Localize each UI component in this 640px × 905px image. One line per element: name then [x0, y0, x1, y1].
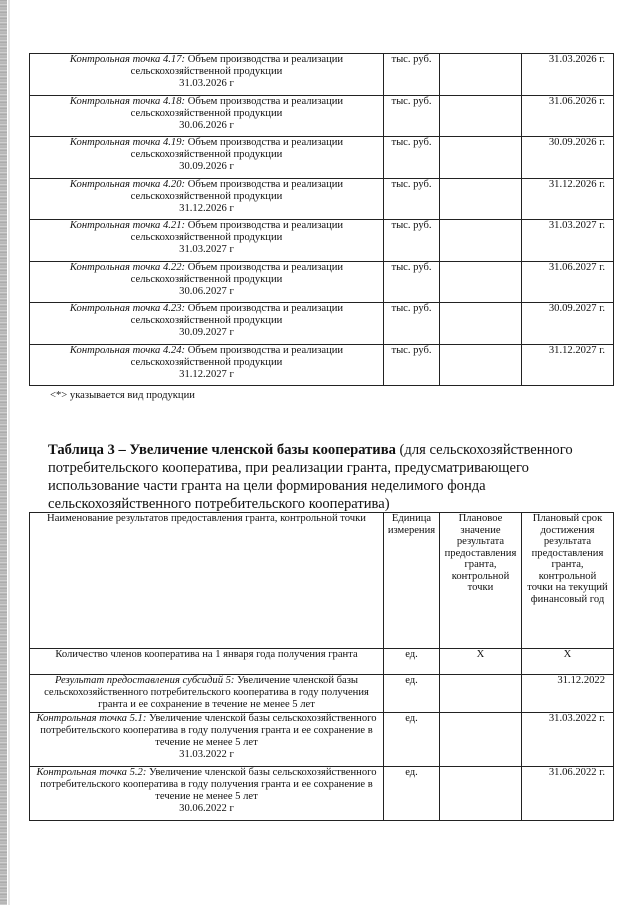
unit-cell: тыс. руб.	[384, 220, 440, 262]
checkpoint-date: 30.06.2022 г	[179, 803, 234, 814]
checkpoint-date: 30.09.2027 г	[179, 327, 234, 338]
members-deadline: Х	[522, 649, 614, 675]
checkpoint-label-italic: Контрольная точка 4.21:	[69, 220, 186, 231]
checkpoint-label	[30, 54, 384, 96]
checkpoint-label	[30, 220, 384, 262]
checkpoint-label-text: Увеличение членской базы сельскохозяйственного потребительского кооператива в году получения гранта и ее сохранение в течение не менее 5 лет	[40, 713, 377, 748]
checkpoint-label-text: Увеличение членской базы сельскохозяйственного потребительского кооператива в году получения гранта и ее сохранение в течение не менее 5 лет	[40, 767, 377, 802]
table3-heading	[48, 441, 616, 513]
checkpoint-date: 31.03.2022 г	[179, 749, 234, 760]
unit-cell: тыс. руб.	[384, 95, 440, 137]
checkpoint-label-italic: Контрольная точка 4.18:	[69, 95, 186, 107]
table-header-row	[30, 513, 614, 649]
unit-cell: тыс. руб.	[384, 344, 440, 386]
result-label-text: Увеличение членской базы сельскохозяйственного потребительского кооператива в году получения гранта и ее сохранение в течение не менее 5 лет	[44, 675, 369, 710]
result-plan	[440, 675, 522, 713]
checkpoint-label	[30, 344, 384, 386]
checkpoint-date: 30.09.2026 г	[179, 161, 234, 172]
production-table	[29, 53, 614, 386]
checkpoint-label	[30, 178, 384, 220]
checkpoint-label	[30, 713, 384, 767]
table-row	[30, 137, 614, 179]
checkpoint-date: 31.03.2026 г	[179, 78, 234, 89]
result-label-italic: Результат предоставления субсидий 5:	[54, 675, 235, 686]
deadline-cell: 31.12.2026 г.	[522, 178, 614, 220]
checkpoint-label-text: Объем производства и реализации сельскохозяйственной продукции	[130, 344, 344, 368]
checkpoint-label-italic: Контрольная точка 5.1:	[36, 713, 147, 724]
checkpoint-label-text: Объем производства и реализации сельскохозяйственной продукции	[130, 95, 344, 119]
unit-cell: ед.	[384, 767, 440, 821]
unit-cell: тыс. руб.	[384, 137, 440, 179]
table-row	[30, 767, 614, 821]
membership-table	[29, 512, 614, 821]
checkpoint-date: 31.12.2026 г	[179, 202, 234, 214]
plan-cell	[440, 178, 522, 220]
table-row-result	[30, 675, 614, 713]
deadline-cell: 31.06.2026 г.	[522, 95, 614, 137]
scan-edge-artifact	[0, 0, 7, 905]
deadline-cell: 31.03.2026 г.	[522, 54, 614, 96]
checkpoint-label-italic: Контрольная точка 4.23:	[69, 303, 186, 314]
checkpoint-label-italic: Контрольная точка 4.17:	[69, 54, 186, 65]
unit-cell: тыс. руб.	[384, 261, 440, 303]
unit-cell: тыс. руб.	[384, 54, 440, 96]
deadline-cell: 31.03.2027 г.	[522, 220, 614, 262]
plan-cell	[440, 95, 522, 137]
table-row	[30, 261, 614, 303]
checkpoint-date: 31.12.2027 г	[179, 368, 234, 380]
checkpoint-label-text: Объем производства и реализации сельскохозяйственной продукции	[130, 137, 344, 160]
table3-title: Таблица 3 – Увеличение членской базы кооператива	[48, 442, 396, 458]
footnote: <*> указывается вид продукции	[50, 390, 195, 401]
members-plan: Х	[440, 649, 522, 675]
checkpoint-label	[30, 767, 384, 821]
checkpoint-label-italic: Контрольная точка 4.24:	[69, 344, 186, 356]
checkpoint-label-text: Объем производства и реализации сельскохозяйственной продукции	[130, 54, 344, 77]
table-row	[30, 344, 614, 386]
plan-cell	[440, 713, 522, 767]
header-deadline: Плановый срок достижения результата предоставления гранта, контрольной точки на текущий финансовый год	[522, 513, 614, 649]
scan-edge-line	[8, 0, 10, 905]
checkpoint-label-italic: Контрольная точка 4.20:	[69, 178, 186, 190]
checkpoint-label-text: Объем производства и реализации сельскохозяйственной продукции	[130, 178, 344, 202]
deadline-cell: 31.03.2022 г.	[522, 713, 614, 767]
deadline-cell: 30.09.2027 г.	[522, 303, 614, 345]
result-unit: ед.	[384, 675, 440, 713]
checkpoint-date: 30.06.2026 г	[179, 119, 234, 131]
header-unit: Единица измерения	[384, 513, 440, 649]
table-row-members	[30, 649, 614, 675]
plan-cell	[440, 303, 522, 345]
checkpoint-label	[30, 95, 384, 137]
plan-cell	[440, 137, 522, 179]
checkpoint-date: 31.03.2027 г	[179, 244, 234, 255]
plan-cell	[440, 220, 522, 262]
unit-cell: ед.	[384, 713, 440, 767]
deadline-cell: 30.09.2026 г.	[522, 137, 614, 179]
checkpoint-date: 30.06.2027 г	[179, 285, 234, 297]
table-row	[30, 95, 614, 137]
checkpoint-label-italic: Контрольная точка 5.2:	[36, 767, 147, 778]
deadline-cell: 31.06.2022 г.	[522, 767, 614, 821]
plan-cell	[440, 261, 522, 303]
checkpoint-label	[30, 261, 384, 303]
members-unit: ед.	[384, 649, 440, 675]
table-row	[30, 54, 614, 96]
header-plan: Плановое значение результата предоставления гранта, контрольной точки	[440, 513, 522, 649]
table-row	[30, 220, 614, 262]
unit-cell: тыс. руб.	[384, 178, 440, 220]
plan-cell	[440, 767, 522, 821]
result-label	[30, 675, 384, 713]
plan-cell	[440, 344, 522, 386]
checkpoint-label-text: Объем производства и реализации сельскохозяйственной продукции	[130, 220, 344, 243]
checkpoint-label-text: Объем производства и реализации сельскохозяйственной продукции	[130, 303, 344, 326]
table-row	[30, 178, 614, 220]
checkpoint-label	[30, 137, 384, 179]
unit-cell: тыс. руб.	[384, 303, 440, 345]
result-deadline: 31.12.2022	[522, 675, 614, 713]
checkpoint-label-text: Объем производства и реализации сельскохозяйственной продукции	[130, 261, 344, 285]
plan-cell	[440, 54, 522, 96]
table-row	[30, 713, 614, 767]
table-row	[30, 303, 614, 345]
checkpoint-label-italic: Контрольная точка 4.22:	[69, 261, 186, 273]
checkpoint-label	[30, 303, 384, 345]
table3-title-note: (для сельскохозяйственного потребительского кооператива, при реализации гранта, предусматривающего использование части гранта на цели формирования неделимого фонда сельскохозяйственного потребительского кооператива)	[48, 442, 573, 512]
deadline-cell: 31.06.2027 г.	[522, 261, 614, 303]
header-name: Наименование результатов предоставления гранта, контрольной точки	[30, 513, 384, 649]
checkpoint-label-italic: Контрольная точка 4.19:	[69, 137, 186, 148]
deadline-cell: 31.12.2027 г.	[522, 344, 614, 386]
members-label: Количество членов кооператива на 1 января года получения гранта	[30, 649, 384, 675]
